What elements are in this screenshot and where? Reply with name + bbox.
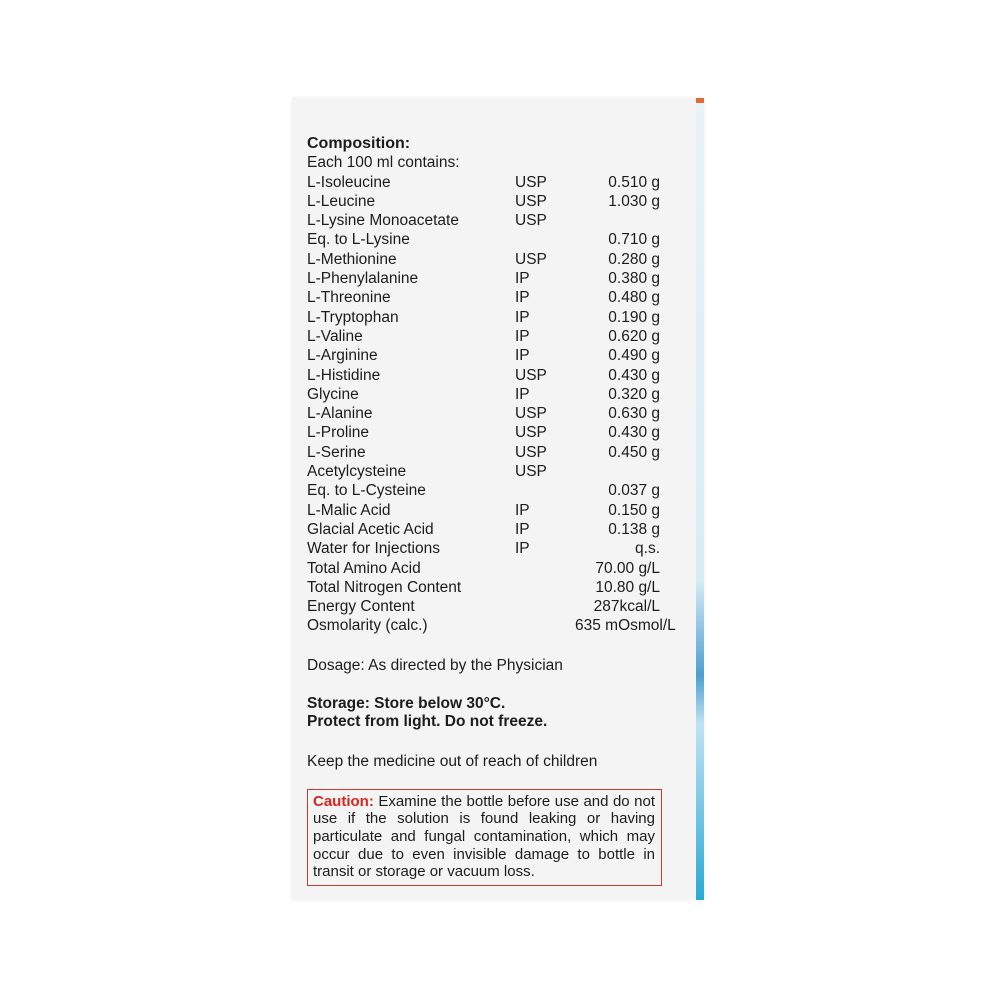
composition-row [307,559,667,578]
ingredient-name: L-Proline [307,424,370,442]
ingredient-amount: 0.430 g [608,424,660,442]
composition-intro: Each 100 ml contains: [307,154,460,172]
composition-row [307,269,667,288]
ingredient-name: L-Arginine [307,347,378,365]
ingredient-amount: q.s. [635,540,660,558]
ingredient-grade: USP [515,212,547,230]
ingredient-name: L-Phenylalanine [307,270,419,288]
ingredient-amount: 0.138 g [608,520,660,538]
label-panel [292,98,704,900]
composition-heading: Composition: [307,135,411,152]
ingredient-grade: USP [515,443,547,461]
ingredient-amount: 0.150 g [608,501,660,519]
ingredient-grade: IP [515,501,530,519]
ingredient-name: L-Methionine [307,250,397,268]
ingredient-name: Eq. to L-Lysine [307,231,410,249]
ingredient-amount [575,211,660,230]
ingredient-grade: USP [515,173,547,191]
ingredient-amount: 0.620 g [608,327,660,345]
composition-row [307,520,667,539]
ingredient-name: L-Alanine [307,405,373,423]
ingredient-name: Total Nitrogen Content [307,578,462,596]
composition-row [307,462,667,481]
box-edge-strip [696,98,704,900]
ingredient-name: L-Valine [307,327,363,345]
ingredient-name: L-Threonine [307,289,391,307]
composition-row [307,539,667,558]
composition-row [307,211,667,230]
ingredient-amount: 0.450 g [608,443,660,461]
box-edge-accent [696,98,704,103]
ingredient-name: L-Lysine Monoacetate [307,212,459,230]
ingredient-name: L-Histidine [307,366,381,384]
ingredient-amount: 0.320 g [608,385,660,403]
composition-row [307,385,667,404]
storage-block [307,695,667,732]
ingredient-grade: IP [515,289,530,307]
ingredient-grade: USP [515,405,547,423]
ingredient-name: L-Leucine [307,192,376,210]
composition-row [307,616,676,635]
caution-text: Examine the bottle before use and do not use if the solution is found leaking or having particulate and fungal contamination, which may occur due to even invisible damage to bottle in transit or storage or vacuum loss. [313,792,655,881]
ingredient-grade: IP [515,327,530,345]
dosage-text: Dosage: As directed by the Physician [307,656,563,674]
caution-box [307,789,662,886]
ingredient-grade [515,616,575,635]
composition-row [307,308,667,327]
ingredient-grade: IP [515,540,530,558]
ingredient-name: Osmolarity (calc.) [307,617,428,635]
ingredient-amount: 0.430 g [608,366,660,384]
ingredient-name: Water for Injections [307,540,440,558]
storage-line: Protect from light. Do not freeze. [307,713,548,731]
ingredient-amount: 70.00 g/L [595,559,660,577]
ingredient-name: L-Isoleucine [307,173,391,191]
ingredient-name: Total Amino Acid [307,559,421,577]
ingredient-grade: IP [515,385,530,403]
ingredient-amount: 635 mOsmol/L [575,617,676,635]
keep-out-of-reach-text: Keep the medicine out of reach of children [307,752,598,770]
ingredient-grade: USP [515,424,547,442]
composition-row [307,288,667,307]
composition-row [307,327,667,346]
ingredient-name: Glycine [307,385,359,403]
ingredient-amount: 0.190 g [608,308,660,326]
ingredient-amount: 0.510 g [608,173,660,191]
ingredient-amount: 0.280 g [608,250,660,268]
ingredient-name: Eq. to L-Cysteine [307,482,426,500]
ingredient-grade: IP [515,308,530,326]
composition-row [307,597,667,616]
ingredient-amount [575,462,660,481]
ingredient-amount: 0.630 g [608,405,660,423]
composition-table [307,173,676,636]
ingredient-grade: IP [515,520,530,538]
composition-row [307,404,667,423]
ingredient-amount: 0.710 g [608,231,660,249]
ingredient-grade: USP [515,366,547,384]
ingredient-grade: IP [515,347,530,365]
composition-row [307,173,667,192]
composition-row [307,481,667,500]
ingredient-grade [515,230,575,249]
ingredient-grade [515,597,575,616]
ingredient-name: L-Tryptophan [307,308,399,326]
composition-row [307,578,667,597]
composition-row [307,230,667,249]
ingredient-amount: 0.490 g [608,347,660,365]
ingredient-grade [515,578,575,597]
ingredient-grade [515,559,575,578]
composition-row [307,250,667,269]
ingredient-grade: USP [515,463,547,481]
ingredient-grade: IP [515,270,530,288]
ingredient-name: Glacial Acetic Acid [307,520,434,538]
composition-row [307,366,667,385]
ingredient-amount: 0.037 g [608,482,660,500]
ingredient-amount: 287kcal/L [593,598,660,616]
caution-title: Caution: [313,792,374,810]
ingredient-amount: 10.80 g/L [595,578,660,596]
composition-row [307,192,667,211]
ingredient-name: Acetylcysteine [307,463,407,481]
ingredient-amount: 1.030 g [608,192,660,210]
composition-row [307,501,667,520]
composition-row [307,443,667,462]
ingredient-grade: USP [515,192,547,210]
ingredient-amount: 0.480 g [608,289,660,307]
storage-line: Storage: Store below 30°C. [307,694,506,712]
label-content [307,134,676,886]
ingredient-name: L-Serine [307,443,366,461]
ingredient-amount: 0.380 g [608,270,660,288]
composition-row [307,423,667,442]
ingredient-grade [515,481,575,500]
composition-row [307,346,667,365]
ingredient-grade: USP [515,250,547,268]
ingredient-name: Energy Content [307,598,415,616]
ingredient-name: L-Malic Acid [307,501,391,519]
